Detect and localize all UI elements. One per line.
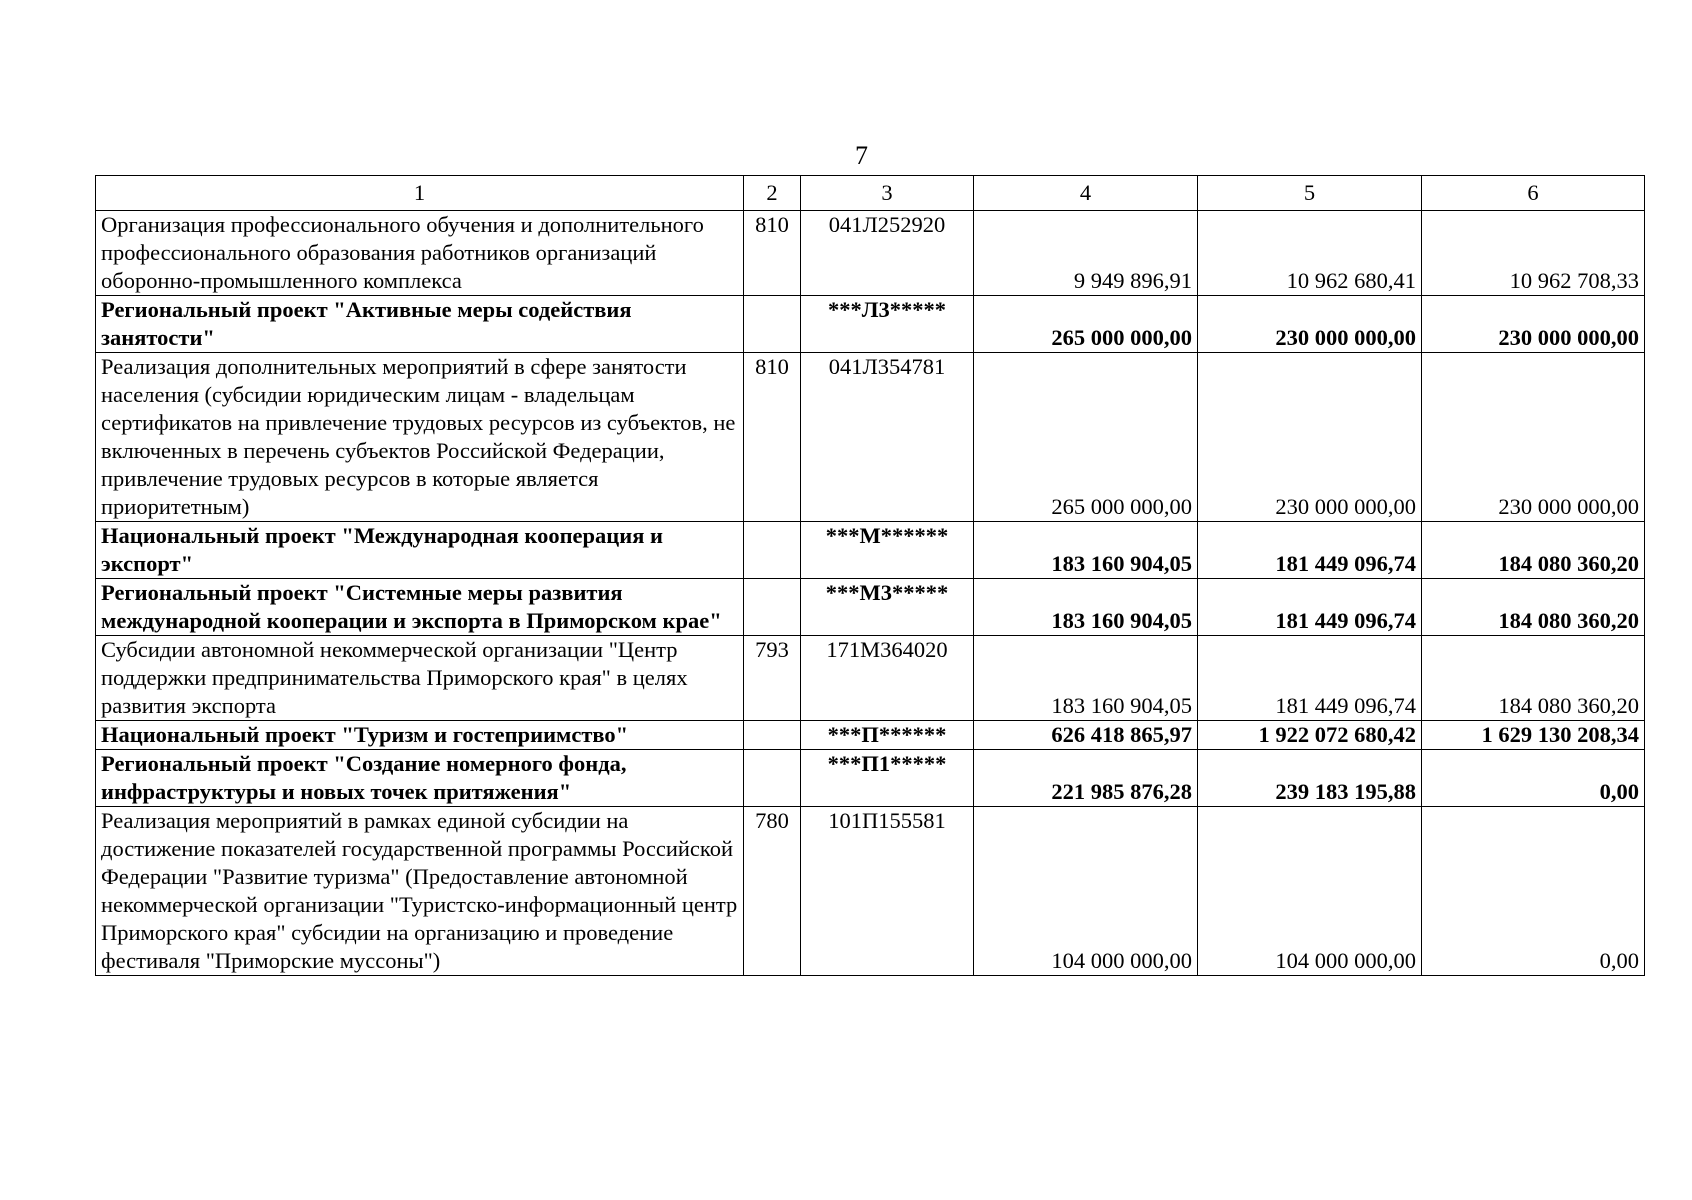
row-csr-code-cell: ***П****** xyxy=(801,721,974,750)
row-amount-col5-cell: 181 449 096,74 xyxy=(1198,636,1422,721)
row-csr-code-cell: ***М3***** xyxy=(801,579,974,636)
table-row xyxy=(96,750,1645,807)
row-amount-col5-cell: 10 962 680,41 xyxy=(1198,211,1422,296)
row-amount-col6-cell: 184 080 360,20 xyxy=(1422,579,1645,636)
row-amount-col5-cell: 1 922 072 680,42 xyxy=(1198,721,1422,750)
row-amount-col5-cell: 181 449 096,74 xyxy=(1198,522,1422,579)
row-ved-code-cell xyxy=(744,579,801,636)
table-row xyxy=(96,636,1645,721)
row-amount-col6-cell: 0,00 xyxy=(1422,807,1645,976)
table-row xyxy=(96,296,1645,353)
row-ved-code-cell: 793 xyxy=(744,636,801,721)
row-amount-col4-cell: 265 000 000,00 xyxy=(974,296,1198,353)
table-row xyxy=(96,522,1645,579)
row-amount-col6-cell: 10 962 708,33 xyxy=(1422,211,1645,296)
row-name-cell: Реализация дополнительных мероприятий в сфере занятости населения (субсидии юридическим лицам - владельцам сертификатов на привлечение трудовых ресурсов из субъектов, не включенных в перечень субъектов Российской Федерации, привлечение трудовых ресурсов в которые является приоритетным) xyxy=(96,353,744,522)
row-csr-code-cell: ***П1***** xyxy=(801,750,974,807)
row-name-cell: Региональный проект "Системные меры развития международной кооперации и экспорта в Приморском крае" xyxy=(96,579,744,636)
row-amount-col6-cell: 0,00 xyxy=(1422,750,1645,807)
row-amount-col5-cell: 230 000 000,00 xyxy=(1198,353,1422,522)
row-csr-code-cell: ***Л3***** xyxy=(801,296,974,353)
row-amount-col4-cell: 265 000 000,00 xyxy=(974,353,1198,522)
row-ved-code-cell xyxy=(744,750,801,807)
table-row xyxy=(96,211,1645,296)
row-name-cell: Национальный проект "Международная кооперация и экспорт" xyxy=(96,522,744,579)
table-row xyxy=(96,579,1645,636)
row-csr-code-cell: 171М364020 xyxy=(801,636,974,721)
row-amount-col6-cell: 184 080 360,20 xyxy=(1422,636,1645,721)
column-header: 6 xyxy=(1422,176,1645,211)
budget-table xyxy=(95,175,1645,976)
table-row xyxy=(96,807,1645,976)
row-amount-col4-cell: 9 949 896,91 xyxy=(974,211,1198,296)
row-name-cell: Субсидии автономной некоммерческой организации "Центр поддержки предпринимательства Приморского края" в целях развития экспорта xyxy=(96,636,744,721)
row-csr-code-cell: 041Л354781 xyxy=(801,353,974,522)
row-amount-col4-cell: 183 160 904,05 xyxy=(974,579,1198,636)
row-amount-col6-cell: 230 000 000,00 xyxy=(1422,353,1645,522)
row-amount-col5-cell: 104 000 000,00 xyxy=(1198,807,1422,976)
column-header: 2 xyxy=(744,176,801,211)
row-amount-col4-cell: 221 985 876,28 xyxy=(974,750,1198,807)
page-number: 7 xyxy=(855,141,868,170)
row-amount-col5-cell: 230 000 000,00 xyxy=(1198,296,1422,353)
row-ved-code-cell xyxy=(744,721,801,750)
row-amount-col4-cell: 183 160 904,05 xyxy=(974,522,1198,579)
column-header: 4 xyxy=(974,176,1198,211)
row-ved-code-cell: 810 xyxy=(744,353,801,522)
table-row xyxy=(96,353,1645,522)
row-ved-code-cell xyxy=(744,296,801,353)
row-amount-col4-cell: 626 418 865,97 xyxy=(974,721,1198,750)
row-csr-code-cell: 101П155581 xyxy=(801,807,974,976)
row-ved-code-cell: 810 xyxy=(744,211,801,296)
column-header: 3 xyxy=(801,176,974,211)
row-name-cell: Реализация мероприятий в рамках единой субсидии на достижение показателей государственной программы Российской Федерации "Развитие туризма" (Предоставление автономной некоммерческой организации "Туристско-информационный центр Приморского края" субсидии на организацию и проведение фестиваля "Приморские муссоны") xyxy=(96,807,744,976)
row-name-cell: Национальный проект "Туризм и гостеприимство" xyxy=(96,721,744,750)
row-csr-code-cell: ***М****** xyxy=(801,522,974,579)
table-row xyxy=(96,721,1645,750)
row-amount-col4-cell: 183 160 904,05 xyxy=(974,636,1198,721)
row-amount-col6-cell: 230 000 000,00 xyxy=(1422,296,1645,353)
row-name-cell: Региональный проект "Активные меры содействия занятости" xyxy=(96,296,744,353)
row-amount-col6-cell: 184 080 360,20 xyxy=(1422,522,1645,579)
row-ved-code-cell: 780 xyxy=(744,807,801,976)
row-amount-col6-cell: 1 629 130 208,34 xyxy=(1422,721,1645,750)
row-name-cell: Организация профессионального обучения и дополнительного профессионального образования работников организаций оборонно-промышленного комплекса xyxy=(96,211,744,296)
row-amount-col5-cell: 239 183 195,88 xyxy=(1198,750,1422,807)
table-header-row xyxy=(96,176,1645,211)
row-ved-code-cell xyxy=(744,522,801,579)
column-header: 1 xyxy=(96,176,744,211)
row-name-cell: Региональный проект "Создание номерного фонда, инфраструктуры и новых точек притяжения" xyxy=(96,750,744,807)
column-header: 5 xyxy=(1198,176,1422,211)
row-csr-code-cell: 041Л252920 xyxy=(801,211,974,296)
row-amount-col4-cell: 104 000 000,00 xyxy=(974,807,1198,976)
row-amount-col5-cell: 181 449 096,74 xyxy=(1198,579,1422,636)
